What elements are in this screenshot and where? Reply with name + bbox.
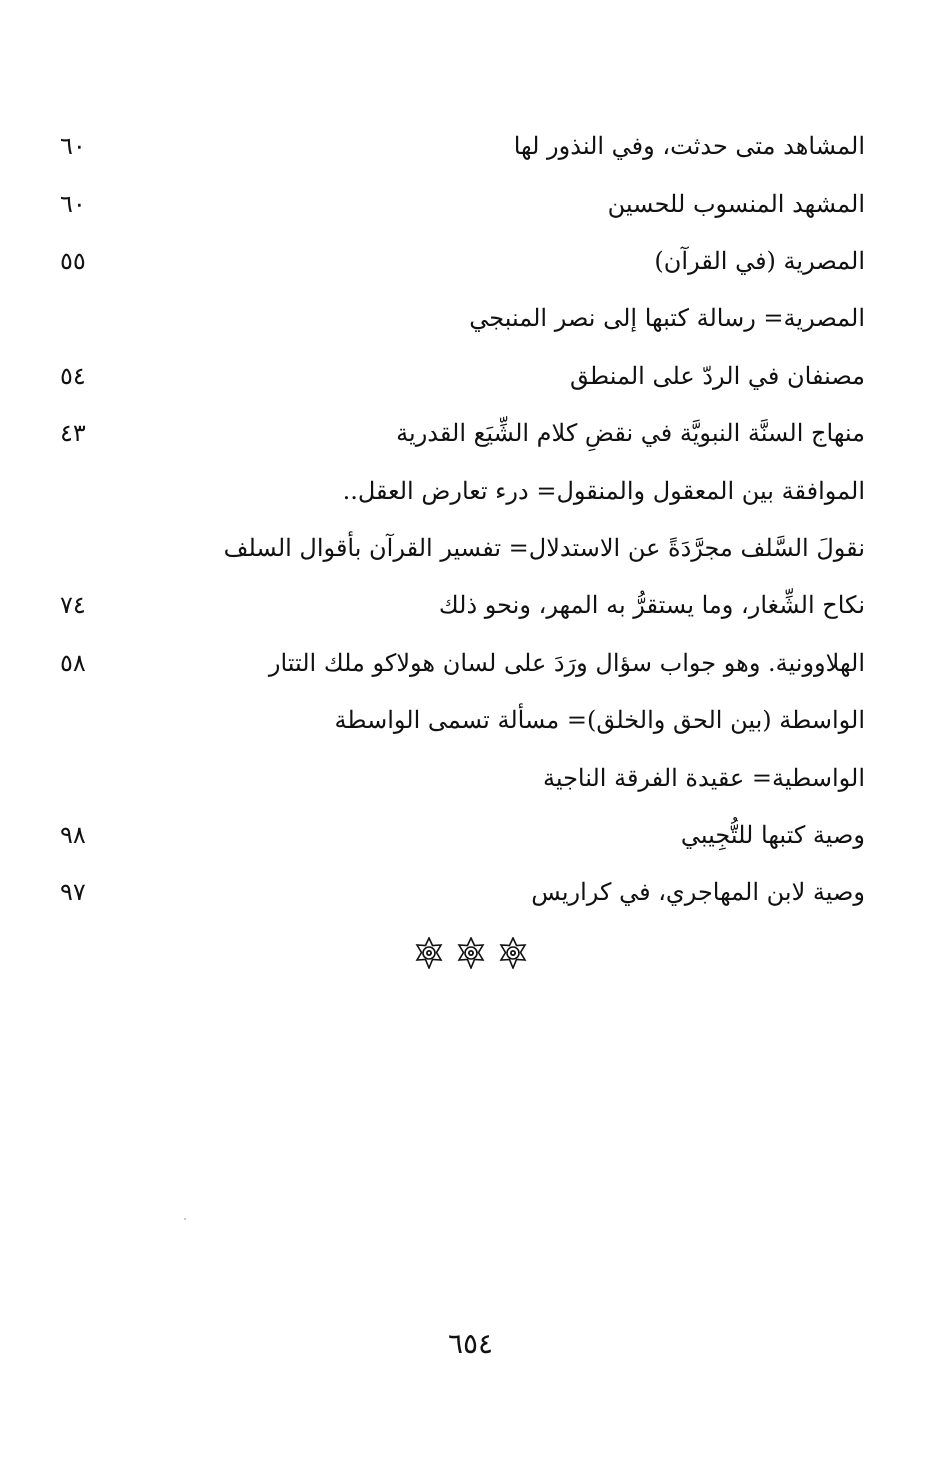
index-entry	[60, 118, 865, 175]
entry-page-number: ٥٥	[60, 247, 86, 276]
index-entry	[60, 577, 865, 634]
entry-title: منهاج السنَّة النبويَّة في نقضِ كلام الشِّيَع القدرية	[396, 419, 865, 448]
entry-title: نكاح الشِّغار، وما يستقرُّ به المهر، ونحو ذلك	[438, 591, 865, 620]
index-entry	[60, 864, 865, 921]
entry-title: وصية لابن المهاجري، في كراريس	[531, 878, 865, 907]
page-number: ٦٥٤	[447, 1327, 494, 1360]
entry-title: المشهد المنسوب للحسين	[607, 189, 865, 218]
index-entry	[60, 175, 865, 232]
entry-title: مصنفان في الردّ على المنطق	[570, 361, 865, 390]
star-flower-icon	[498, 937, 528, 969]
entry-page-number: ٩٧	[60, 878, 86, 907]
index-entry	[60, 807, 865, 864]
index-entry	[60, 290, 865, 347]
section-end-ornaments	[0, 937, 941, 969]
entry-page-number: ٧٤	[60, 591, 86, 620]
entry-title: الواسطية= عقيدة الفرقة الناجية	[542, 763, 865, 792]
entry-title: المصرية= رسالة كتبها إلى نصر المنبجي	[469, 304, 865, 333]
entry-page-number: ٥٨	[60, 648, 86, 677]
entry-page-number: ٦٠	[60, 189, 86, 218]
index-entry	[60, 520, 865, 577]
entry-title: الهلاوونية. وهو جواب سؤال ورَدَ على لسان هولاكو ملك التتار	[268, 648, 865, 677]
index-entry	[60, 692, 865, 749]
star-flower-icon	[456, 937, 486, 969]
entry-title: الواسطة (بين الحق والخلق)= مسألة تسمى الواسطة	[334, 706, 865, 735]
entry-page-number: ٥٤	[60, 361, 86, 390]
entry-title: الموافقة بين المعقول والمنقول= درء تعارض العقل..	[342, 476, 865, 505]
index-entry	[60, 635, 865, 692]
star-flower-icon	[414, 937, 444, 969]
index-entry	[60, 462, 865, 519]
paper-speck	[184, 1218, 186, 1220]
index-entry	[60, 405, 865, 462]
index-list	[60, 118, 865, 921]
entry-title: المشاهد متى حدثت، وفي النذور لها	[513, 132, 865, 161]
entry-page-number: ٦٠	[60, 132, 86, 161]
index-entry	[60, 749, 865, 806]
entry-page-number: ٩٨	[60, 820, 86, 849]
entry-title: نقولَ السَّلف مجرَّدَةً عن الاستدلال= تفسير القرآن بأقوال السلف	[223, 534, 865, 563]
entry-title: وصية كتبها للتُّجِيبي	[680, 820, 865, 849]
entry-title: المصرية (في القرآن)	[654, 247, 865, 276]
entry-page-number: ٤٣	[60, 419, 86, 448]
index-entry	[60, 233, 865, 290]
index-entry	[60, 348, 865, 405]
